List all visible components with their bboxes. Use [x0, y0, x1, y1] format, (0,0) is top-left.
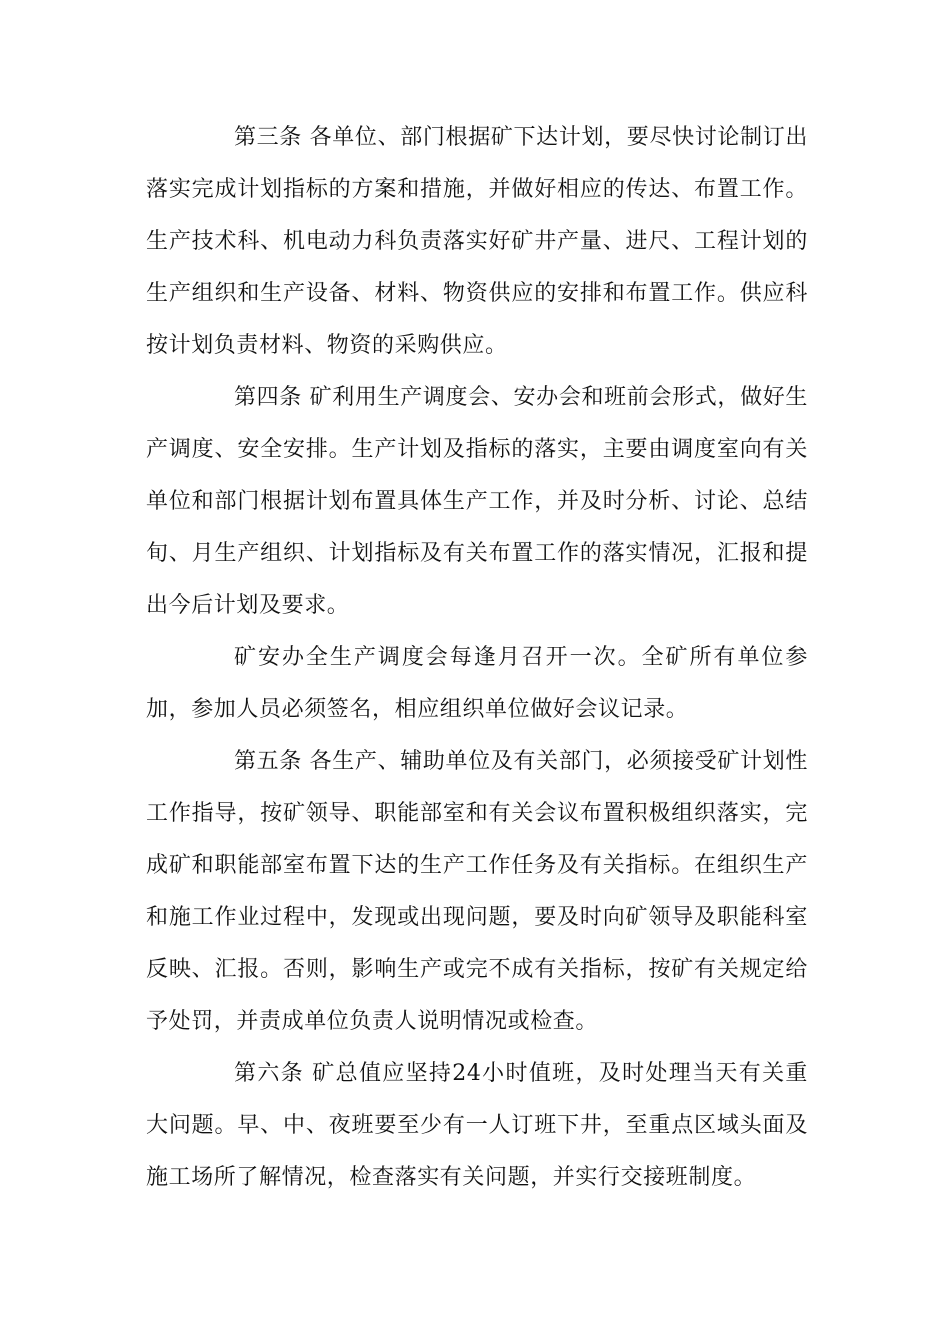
paragraph-article-3: 第三条 各单位、部门根据矿下达计划，要尽快讨论制订出落实完成计划指标的方案和措施，并做好相应的传达、布置工作。生产技术科、机电动力科负责落实好矿井产量、进尺、工程计划的生产组织和生产设备、材料、物资供应的安排和布置工作。供应科按计划负责材料、物资的采购供应。	[146, 125, 808, 358]
paragraph-article-4: 第四条 矿利用生产调度会、安办会和班前会形式，做好生产调度、安全安排。生产计划及指标的落实，主要由调度室向有关单位和部门根据计划布置具体生产工作，并及时分析、讨论、总结旬、月生产组织、计划指标及有关布置工作的落实情况，汇报和提出今后计划及要求。	[146, 385, 808, 618]
paragraph-safety-meeting: 矿安办全生产调度会每逢月召开一次。全矿所有单位参加，参加人员必须签名，相应组织单位做好会议记录。	[146, 645, 808, 722]
document-body	[146, 112, 808, 1204]
paragraph-article-5: 第五条 各生产、辅助单位及有关部门，必须接受矿计划性工作指导，按矿领导、职能部室和有关会议布置积极组织落实，完成矿和职能部室布置下达的生产工作任务及有关指标。在组织生产和施工作业过程中，发现或出现问题，要及时向矿领导及职能科室反映、汇报。否则，影响生产或完不成有关指标，按矿有关规定给予处罚，并责成单位负责人说明情况或检查。	[146, 749, 808, 1034]
paragraph-article-6: 第六条 矿总值应坚持24小时值班，及时处理当天有关重大问题。早、中、夜班要至少有一人订班下井，至重点区域头面及施工场所了解情况，检查落实有关问题，并实行交接班制度。	[146, 1061, 808, 1190]
